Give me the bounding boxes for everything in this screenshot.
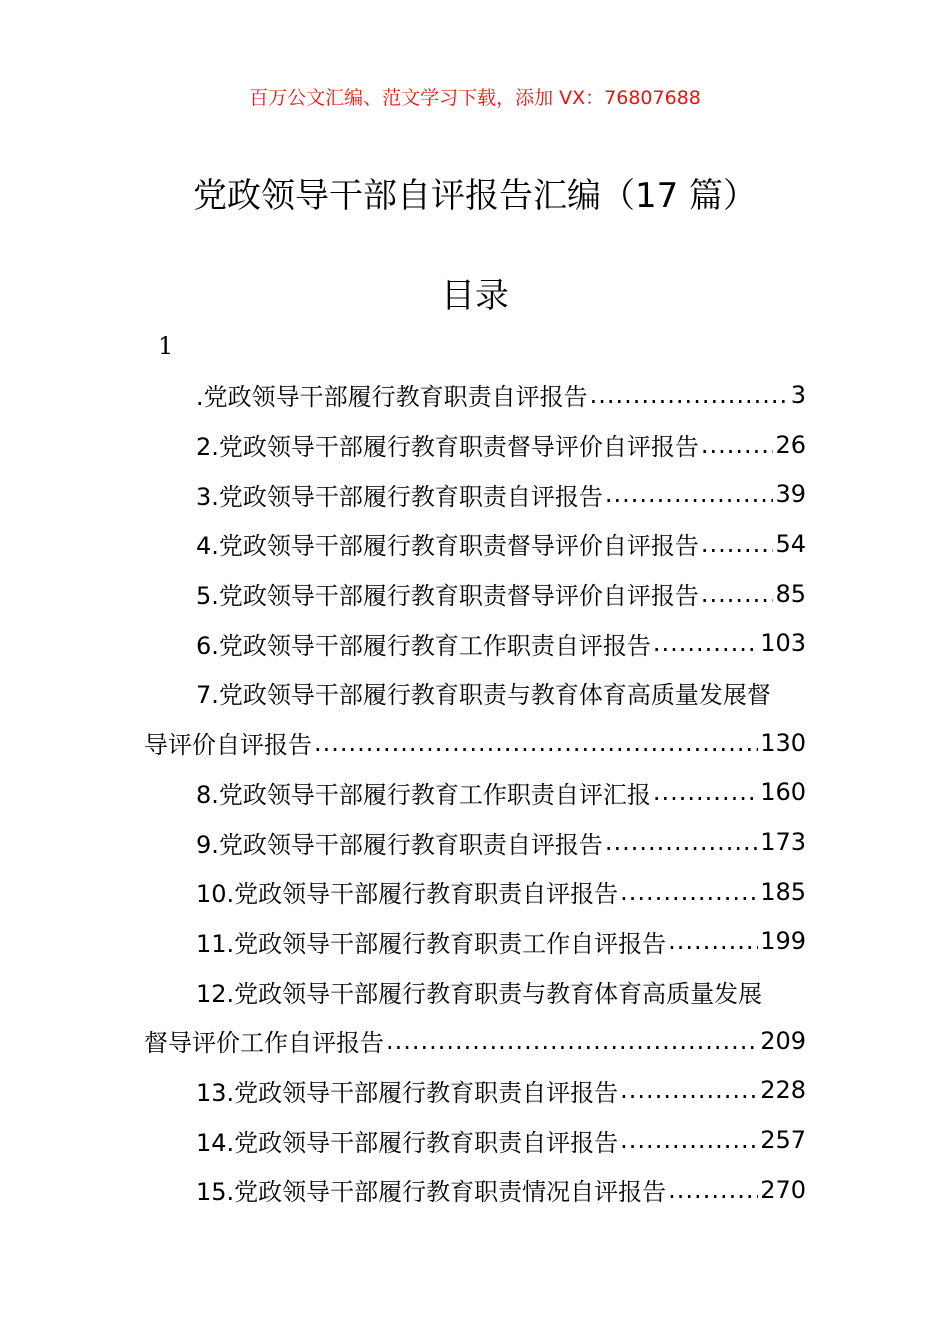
toc-entry-title: 3.党政领导干部履行教育职责自评报告 — [196, 482, 603, 511]
toc-page-number: 85 — [775, 579, 806, 608]
toc-page-number: 3 — [790, 380, 806, 409]
toc-leader-dots — [668, 927, 758, 955]
toc-entry-title: 4.党政领导干部履行教育职责督导评价自评报告 — [196, 532, 699, 561]
toc-entry[interactable] — [144, 420, 806, 470]
toc-entry[interactable] — [144, 966, 806, 1016]
toc-entry-title: 15.党政领导干部履行教育职责情况自评报告 — [196, 1178, 667, 1207]
toc-entry-title: 导评价自评报告 — [144, 731, 312, 760]
toc-leader-dots — [701, 530, 774, 558]
toc-page-number: 257 — [760, 1126, 806, 1155]
toc-leader-dots — [605, 828, 758, 856]
toc-entry-title: 10.党政领导干部履行教育职责自评报告 — [196, 880, 619, 909]
toc-entry-title: 2.党政领导干部履行教育职责督导评价自评报告 — [196, 433, 699, 462]
toc-leader-dots — [653, 778, 758, 806]
toc-page-number: 209 — [760, 1026, 806, 1055]
toc-entry[interactable] — [144, 917, 806, 967]
toc-entry[interactable] — [144, 618, 806, 668]
toc-entry-continuation[interactable] — [144, 718, 806, 768]
toc-entry-title: 5.党政领导干部履行教育职责督导评价自评报告 — [196, 582, 699, 611]
toc-leader-dots — [620, 1076, 758, 1104]
toc-leader-dots — [314, 729, 758, 757]
toc-leader-dots — [701, 431, 774, 459]
toc-entry[interactable] — [144, 1165, 806, 1215]
toc-page-number: 39 — [775, 480, 806, 509]
toc-entry-title: .党政领导干部履行教育职责自评报告 — [196, 383, 588, 412]
toc-leader-dots — [701, 580, 774, 608]
toc-page-number: 173 — [760, 828, 806, 857]
toc-leader-dots — [653, 629, 758, 657]
toc-entry-title: 督导评价工作自评报告 — [144, 1029, 384, 1058]
toc-entry[interactable] — [144, 817, 806, 867]
toc-page-number: 228 — [760, 1076, 806, 1105]
toc-entry-title: 12.党政领导干部履行教育职责与教育体育高质量发展 — [196, 979, 763, 1008]
toc-entry-title: 7.党政领导干部履行教育职责与教育体育高质量发展督 — [196, 681, 771, 710]
toc-entry[interactable] — [144, 668, 806, 718]
document-title: 党政领导干部自评报告汇编（17 篇） — [192, 176, 758, 216]
toc-page-number: 270 — [760, 1175, 806, 1204]
toc-entry-title: 13.党政领导干部履行教育职责自评报告 — [196, 1078, 619, 1107]
toc-entry[interactable] — [144, 867, 806, 917]
toc-leader-dots — [620, 1126, 758, 1154]
toc-page-number: 54 — [775, 529, 806, 558]
toc-entry[interactable] — [144, 370, 806, 420]
toc-entry-title: 9.党政领导干部履行教育职责自评报告 — [196, 830, 603, 859]
toc-entry[interactable] — [144, 569, 806, 619]
toc-list — [144, 370, 806, 1215]
toc-entry[interactable] — [144, 1115, 806, 1165]
toc-entry-title: 8.党政领导干部履行教育工作职责自评汇报 — [196, 780, 651, 809]
toc-leader-dots — [605, 480, 774, 508]
toc-page-number: 185 — [760, 877, 806, 906]
toc-page-number: 26 — [775, 430, 806, 459]
toc-entry-title: 14.党政领导干部履行教育职责自评报告 — [196, 1128, 619, 1157]
toc-heading: 目录 — [441, 276, 509, 316]
toc-leader-dots — [668, 1176, 758, 1204]
toc-entry[interactable] — [144, 469, 806, 519]
toc-entry[interactable] — [144, 519, 806, 569]
toc-page-number: 103 — [760, 629, 806, 658]
header-note: 百万公文汇编、范文学习下载，添加 VX：76807688 — [249, 87, 701, 109]
toc-entry[interactable] — [144, 1066, 806, 1116]
toc-entry-title: 6.党政领导干部履行教育工作职责自评报告 — [196, 631, 651, 660]
toc-page-number: 199 — [760, 927, 806, 956]
toc-stray-number: 1 — [158, 332, 174, 360]
toc-entry-title: 11.党政领导干部履行教育职责工作自评报告 — [196, 929, 667, 958]
toc-leader-dots — [386, 1027, 758, 1055]
toc-entry-continuation[interactable] — [144, 1016, 806, 1066]
toc-leader-dots — [620, 878, 758, 906]
toc-entry[interactable] — [144, 768, 806, 818]
toc-page-number: 130 — [760, 728, 806, 757]
toc-leader-dots — [590, 381, 789, 409]
toc-page-number: 160 — [760, 778, 806, 807]
